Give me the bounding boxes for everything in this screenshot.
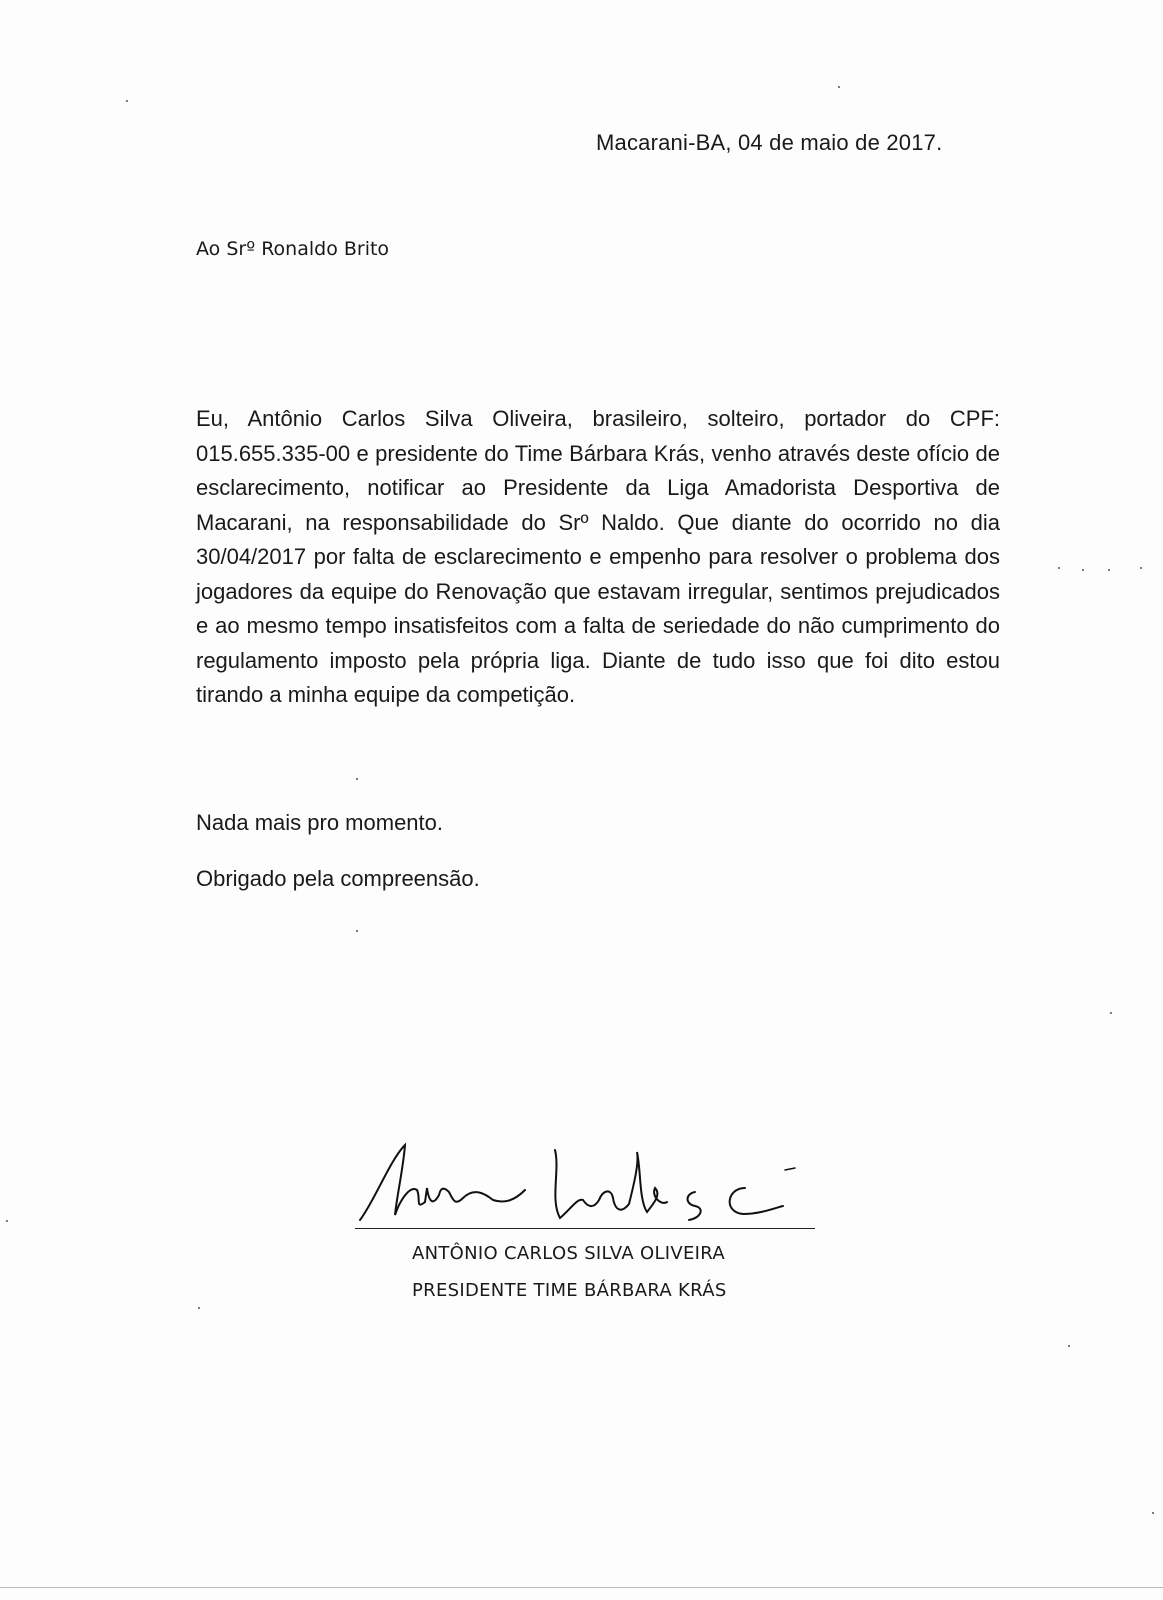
scan-speck [356, 930, 358, 932]
recipient-line: Ao Srº Ronaldo Brito [196, 238, 390, 260]
closing-line-2: Obrigado pela compreensão. [196, 866, 480, 891]
closing-line-1: Nada mais pro momento. [196, 810, 443, 835]
signature-line [355, 1228, 815, 1229]
scan-speck [1110, 1012, 1112, 1014]
scan-speck [838, 86, 840, 88]
scan-edge [0, 1587, 1163, 1588]
scan-speck [6, 1220, 8, 1222]
date-line: Macarani-BA, 04 de maio de 2017. [596, 130, 943, 155]
signer-title: PRESIDENTE TIME BÁRBARA KRÁS [412, 1280, 727, 1301]
scan-speck [1058, 567, 1060, 569]
scan-speck [198, 1307, 200, 1309]
handwritten-signature [355, 1140, 825, 1230]
letter-body: Eu, Antônio Carlos Silva Oliveira, brasileiro, solteiro, portador do CPF: 015.655.335-00 e presidente do Time Bárbara Krás, venho através deste ofício de esclarecimento, notificar ao Presidente da Liga Amadorista Desportiva de Macarani, na responsabilidade do Srº Naldo. Que diante do ocorrido no dia 30/04/2017 por falta de esclarecimento e empenho para resolver o problema dos jogadores da equipe do Renovação que estavam irregular, sentimos prejudicados e ao mesmo tempo insatisfeitos com a falta de seriedade do não cumprimento do regulamento imposto pela própria liga. Diante de tudo isso que foi dito estou tirando a minha equipe da competição. [196, 406, 1000, 707]
scan-speck [1152, 1512, 1154, 1514]
scan-speck [1108, 569, 1110, 571]
scan-speck [1140, 567, 1142, 569]
signer-name: ANTÔNIO CARLOS SILVA OLIVEIRA [412, 1243, 725, 1264]
scan-speck [1082, 569, 1084, 571]
scan-speck [126, 100, 128, 102]
scan-speck [1068, 1345, 1070, 1347]
scan-speck [356, 778, 358, 780]
